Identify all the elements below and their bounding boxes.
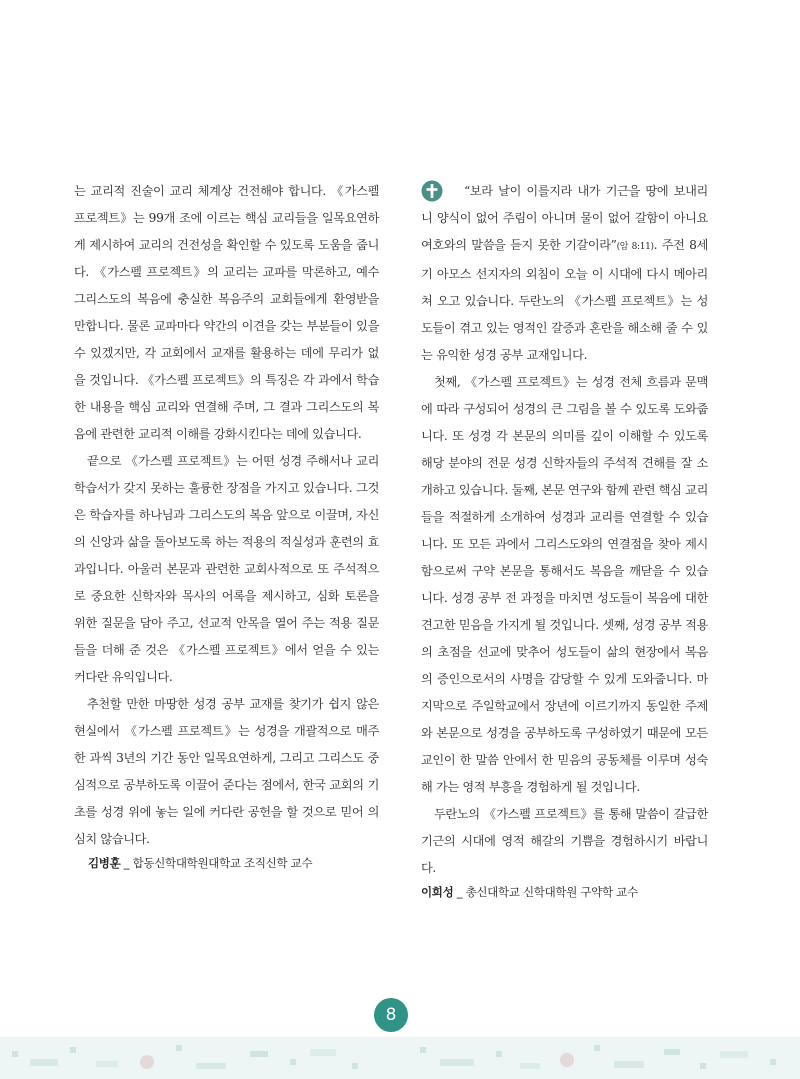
right-byline — [421, 882, 708, 902]
right-author-affiliation: _ 총신대학교 신학대학원 구약학 교수 — [453, 885, 638, 899]
right-paragraph-1: 첫째, 《가스펠 프로젝트》는 성경 전체 흐름과 문맥에 따라 구성되어 성경의 큰 그림을 볼 수 있도록 도와줍니다. 또 성경 각 본문의 의미를 깊이 이해할 수 있도록 해당 분야의 전문 성경 신학자들의 주석적 견해를 잘 소개하고 있습니다. 둘째, 본문 연구와 함께 관련 핵심 교리들을 적절하게 소개하여 성경과 교리를 연결할 수 있습니다. 또 모든 과에서 그리스도와의 연결점을 찾아 제시함으로써 구약 본문을 통해서도 복음을 깨닫을 수 있습니다. 성경 공부 전 과정을 마치면 성도들이 복음에 대한 견고한 믿음을 가지게 될 것입니다. 셋째, 성경 공부 적용의 초점을 선교에 맞추어 성도들이 삶의 현장에서 복음의 증인으로서의 사명을 감당할 수 있게 도와줍니다. 마지막으로 주일학교에서 장년에 이르기까지 동일한 주제와 본문으로 성경을 공부하도록 구성하였기 때문에 모든 교인이 한 말씀 안에서 한 믿음의 공동체를 이루며 성숙해 가는 영적 부흥을 경험하게 될 것입니다. — [421, 375, 708, 794]
right-column — [421, 178, 708, 902]
left-column — [74, 178, 379, 873]
page-number: 8 — [374, 998, 408, 1032]
quote-text: “보라 날이 이를지라 내가 기근을 땅에 보내리니 양식이 없어 주림이 아니며 물이 없어 갈함이 아니요 여호와의 말씀을 듣지 못한 기갈이라” — [421, 184, 708, 252]
footer-decoration — [0, 1037, 800, 1079]
left-paragraph-1: 는 교리적 진술이 교리 체계상 건전해야 합니다. 《가스펠 프로젝트》는 99개 조에 이르는 핵심 교리들을 일목요연하게 제시하여 교리의 건전성을 확인할 수 있도록 도움을 줍니다. 《가스펠 프로젝트》의 교리는 교파를 막론하고, 예수 그리스도의 복음에 충실한 복음주의 교회들에게 환영받을 만합니다. 물론 교파마다 약간의 이견을 갖는 부분들이 있을 수 있겠지만, 각 교회에서 교재를 활용하는 데에 무리가 없을 것입니다. 《가스펠 프로젝트》의 특징은 각 과에서 학습한 내용을 핵심 교리와 연결해 주며, 그 결과 그리스도의 복음에 관련한 교리적 이해를 강화시킨다는 데에 있습니다. — [74, 184, 379, 441]
left-author-name: 김병훈 — [88, 856, 121, 870]
right-author-name: 이희성 — [421, 885, 454, 899]
left-paragraph-2: 끝으로 《가스펠 프로젝트》는 어떤 성경 주해서나 교리 학습서가 갖지 못하는 훌륭한 장점을 가지고 있습니다. 그것은 학습자를 하나님과 그리스도의 복음 앞으로 이끌며, 자신의 신앙과 삶을 돌아보도록 하는 적용의 적실성과 훈련의 효과입니다. 아울러 본문과 관련한 교회사적으로 또 주석적으로 중요한 신학자와 목사의 어록을 제시하고, 심화 토론을 위한 질문을 담아 주고, 선교적 안목을 열어 주는 적용 질문들을 더해 준 것은 《가스펠 프로젝트》에서 얻을 수 있는 커다란 유익입니다. — [74, 454, 379, 684]
quote-reference: (암 8:11) — [616, 242, 654, 252]
cross-icon — [421, 180, 443, 202]
right-paragraph-2: 두란노의 《가스펠 프로젝트》를 통해 말씀이 갈급한 기근의 시대에 영적 해갈의 기쁨을 경험하시기 바랍니다. — [421, 807, 708, 875]
left-author-affiliation: _ 합동신학대학원대학교 조직신학 교수 — [120, 856, 313, 870]
left-paragraph-3: 추천할 만한 마땅한 성경 공부 교재를 찾기가 쉽지 않은 현실에서 《가스펠 프로젝트》는 성경을 개괄적으로 매주 한 과씩 3년의 기간 동안 일목요연하게, 그리고 그리스도 중심적으로 공부하도록 이끌어 준다는 점에서, 한국 교회의 기초를 성경 위에 놓는 일에 커다란 공헌을 할 것으로 믿어 의심치 않습니다. — [74, 697, 379, 846]
quote-continuation: . 주전 8세기 아모스 선지자의 외침이 오늘 이 시대에 다시 메아리쳐 오고 있습니다. 두란노의 《가스펠 프로젝트》는 성도들이 겪고 있는 영적인 갈증과 혼란을 해소해 줄 수 있는 유익한 성경 공부 교재입니다. — [421, 238, 709, 362]
right-intro-paragraph — [421, 178, 708, 369]
left-byline — [74, 853, 379, 873]
